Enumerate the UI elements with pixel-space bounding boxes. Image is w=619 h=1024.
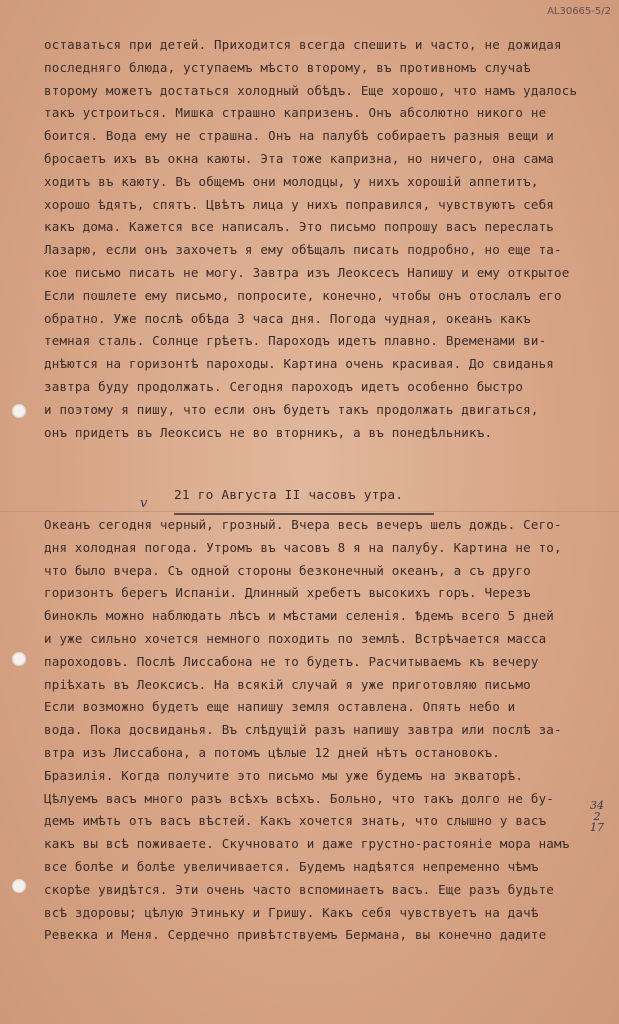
- text-line: демъ имѣть отъ васъ вѣстей. Какъ хочется знать, что слышно у васъ: [44, 813, 547, 829]
- text-line: горизонтъ берегъ Испаніи. Длинный хребетъ высокихъ горъ. Черезъ: [44, 585, 531, 601]
- paper-fold-crease: [0, 511, 619, 512]
- text-line: Лазарю, если онъ захочетъ я ему обѣщалъ писать подробно, но еще та-: [44, 242, 562, 258]
- text-line: боится. Вода ему не страшна. Онъ на палубѣ собираетъ разныя вещи и: [44, 128, 555, 144]
- tally-number: 34: [590, 799, 604, 812]
- text-line: хорошо ѣдятъ, спятъ. Цвѣтъ лица у нихъ поправился, чувствуютъ себя: [44, 196, 555, 212]
- text-line: Если пошлете ему письмо, попросите, конечно, чтобы онъ отослалъ его: [44, 287, 562, 303]
- text-line: оставаться при детей. Приходится всегда спешить и часто, не дожидая: [44, 37, 562, 52]
- text-line: дня холодная погода. Утромъ въ часовъ 8 я на палубу. Картина не то,: [44, 539, 562, 555]
- handwritten-check-mark: v: [140, 496, 148, 511]
- text-line: всѣ здоровы; цѣлую Этиньку и Гришу. Какъ себя чувствуетъ на дачѣ: [44, 904, 539, 920]
- text-line: обратно. Уже послѣ обѣда 3 часа дня. Погода чудная, океанъ какъ: [44, 310, 531, 326]
- text-line: Ревекка и Меня. Сердечно привѣтствуемъ Бермана, вы конечно дадите: [44, 927, 547, 943]
- paragraph-1: [44, 34, 604, 444]
- punch-hole: [12, 879, 26, 893]
- text-line: какъ вы всѣ поживаете. Скучновато и даже грустно-растояніе мора намъ: [44, 836, 570, 852]
- text-line: пароходовъ. Послѣ Лиссабона не то будетъ. Расчитываемъ къ вечеру: [44, 653, 539, 669]
- text-line: скорѣе увидѣтся. Эти очень часто вспоминаетъ васъ. Еще разъ будьте: [44, 881, 555, 897]
- text-line: завтра буду продолжать. Сегодня пароходъ идетъ особенно быстро: [44, 378, 524, 394]
- text-line: все болѣе и болѣе увеличивается. Будемъ надѣятся непременно чѣмъ: [44, 858, 539, 874]
- text-line: Если возможно будетъ еще напишу земля оставлена. Опять небо и: [44, 699, 516, 715]
- tally-number: 2: [593, 810, 601, 823]
- text-line: днѣются на горизонтѣ пароходы. Картина очень красивая. До свиданья: [44, 356, 555, 372]
- text-line: какъ дома. Кажется все написалъ. Это письмо попрошу васъ переслать: [44, 219, 555, 235]
- text-line: темная сталь. Солнце грѣетъ. Пароходъ идетъ плавно. Временами ви-: [44, 333, 547, 349]
- text-line: онъ придетъ въ Леоксисъ не во вторникъ, а въ понедѣльникъ.: [44, 424, 493, 440]
- tally-number: 17: [590, 821, 604, 834]
- text-line: и уже сильно хочется немного походить по землѣ. Встрѣчается масса: [44, 630, 547, 646]
- date-heading: 21 го Августа II часовъ утра.: [174, 488, 404, 503]
- text-line: втра изъ Лиссабона, а потомъ цѣлые 12 дней нѣтъ остановокъ.: [44, 744, 500, 760]
- text-line: такъ устроиться. Мишка страшно капризенъ. Онъ абсолютно никого не: [44, 105, 547, 121]
- text-line: пріѣхать въ Леоксисъ. На всякій случай я уже приготовляю письмо: [44, 676, 531, 692]
- text-line: вода. Пока досвиданья. Въ слѣдущій разъ напишу завтра или послѣ за-: [44, 722, 562, 738]
- text-line: бросаетъ ихъ въ окна каюты. Эта тоже капризна, но ничего, она сама: [44, 150, 555, 166]
- text-line: ходитъ въ каюту. Въ общемъ они молодцы, у нихъ хорошій аппетитъ,: [44, 173, 539, 189]
- text-line: и поэтому я пишу, что если онъ будетъ такъ продолжать двигаться,: [44, 401, 539, 417]
- text-line: что было вчера. Съ одной стороны безконечный океанъ, а съ друго: [44, 562, 531, 578]
- text-line: Бразилія. Когда получите это письмо мы уже будемъ на экваторѣ.: [44, 767, 524, 783]
- paragraph-2: [44, 514, 604, 947]
- punch-hole: [12, 652, 26, 666]
- text-line: Цѣлуемъ васъ много разъ всѣхъ всѣхъ. Больно, что такъ долго не бу-: [44, 790, 555, 806]
- text-line: бинокль можно наблюдать лѣсъ и мѣстами селенія. Ѣдемъ всего 5 дней: [44, 608, 555, 624]
- text-line: Океанъ сегодня черный, грозный. Вчера весь вечеръ шелъ дождь. Сего-: [44, 517, 562, 532]
- archive-reference-stamp: AL30665-5/2: [547, 6, 611, 17]
- punch-hole: [12, 404, 26, 418]
- text-line: кое письмо писать не могу. Завтра изъ Леоксесъ Напишу и ему открытое: [44, 264, 570, 280]
- handwritten-margin-tally: [590, 800, 604, 833]
- text-line: второму можетъ достаться холодный обѣдъ. Еще хорошо, что намъ удалось: [44, 82, 578, 98]
- text-line: последняго блюда, уступаемъ мѣсто второму, въ противномъ случаѣ: [44, 59, 531, 75]
